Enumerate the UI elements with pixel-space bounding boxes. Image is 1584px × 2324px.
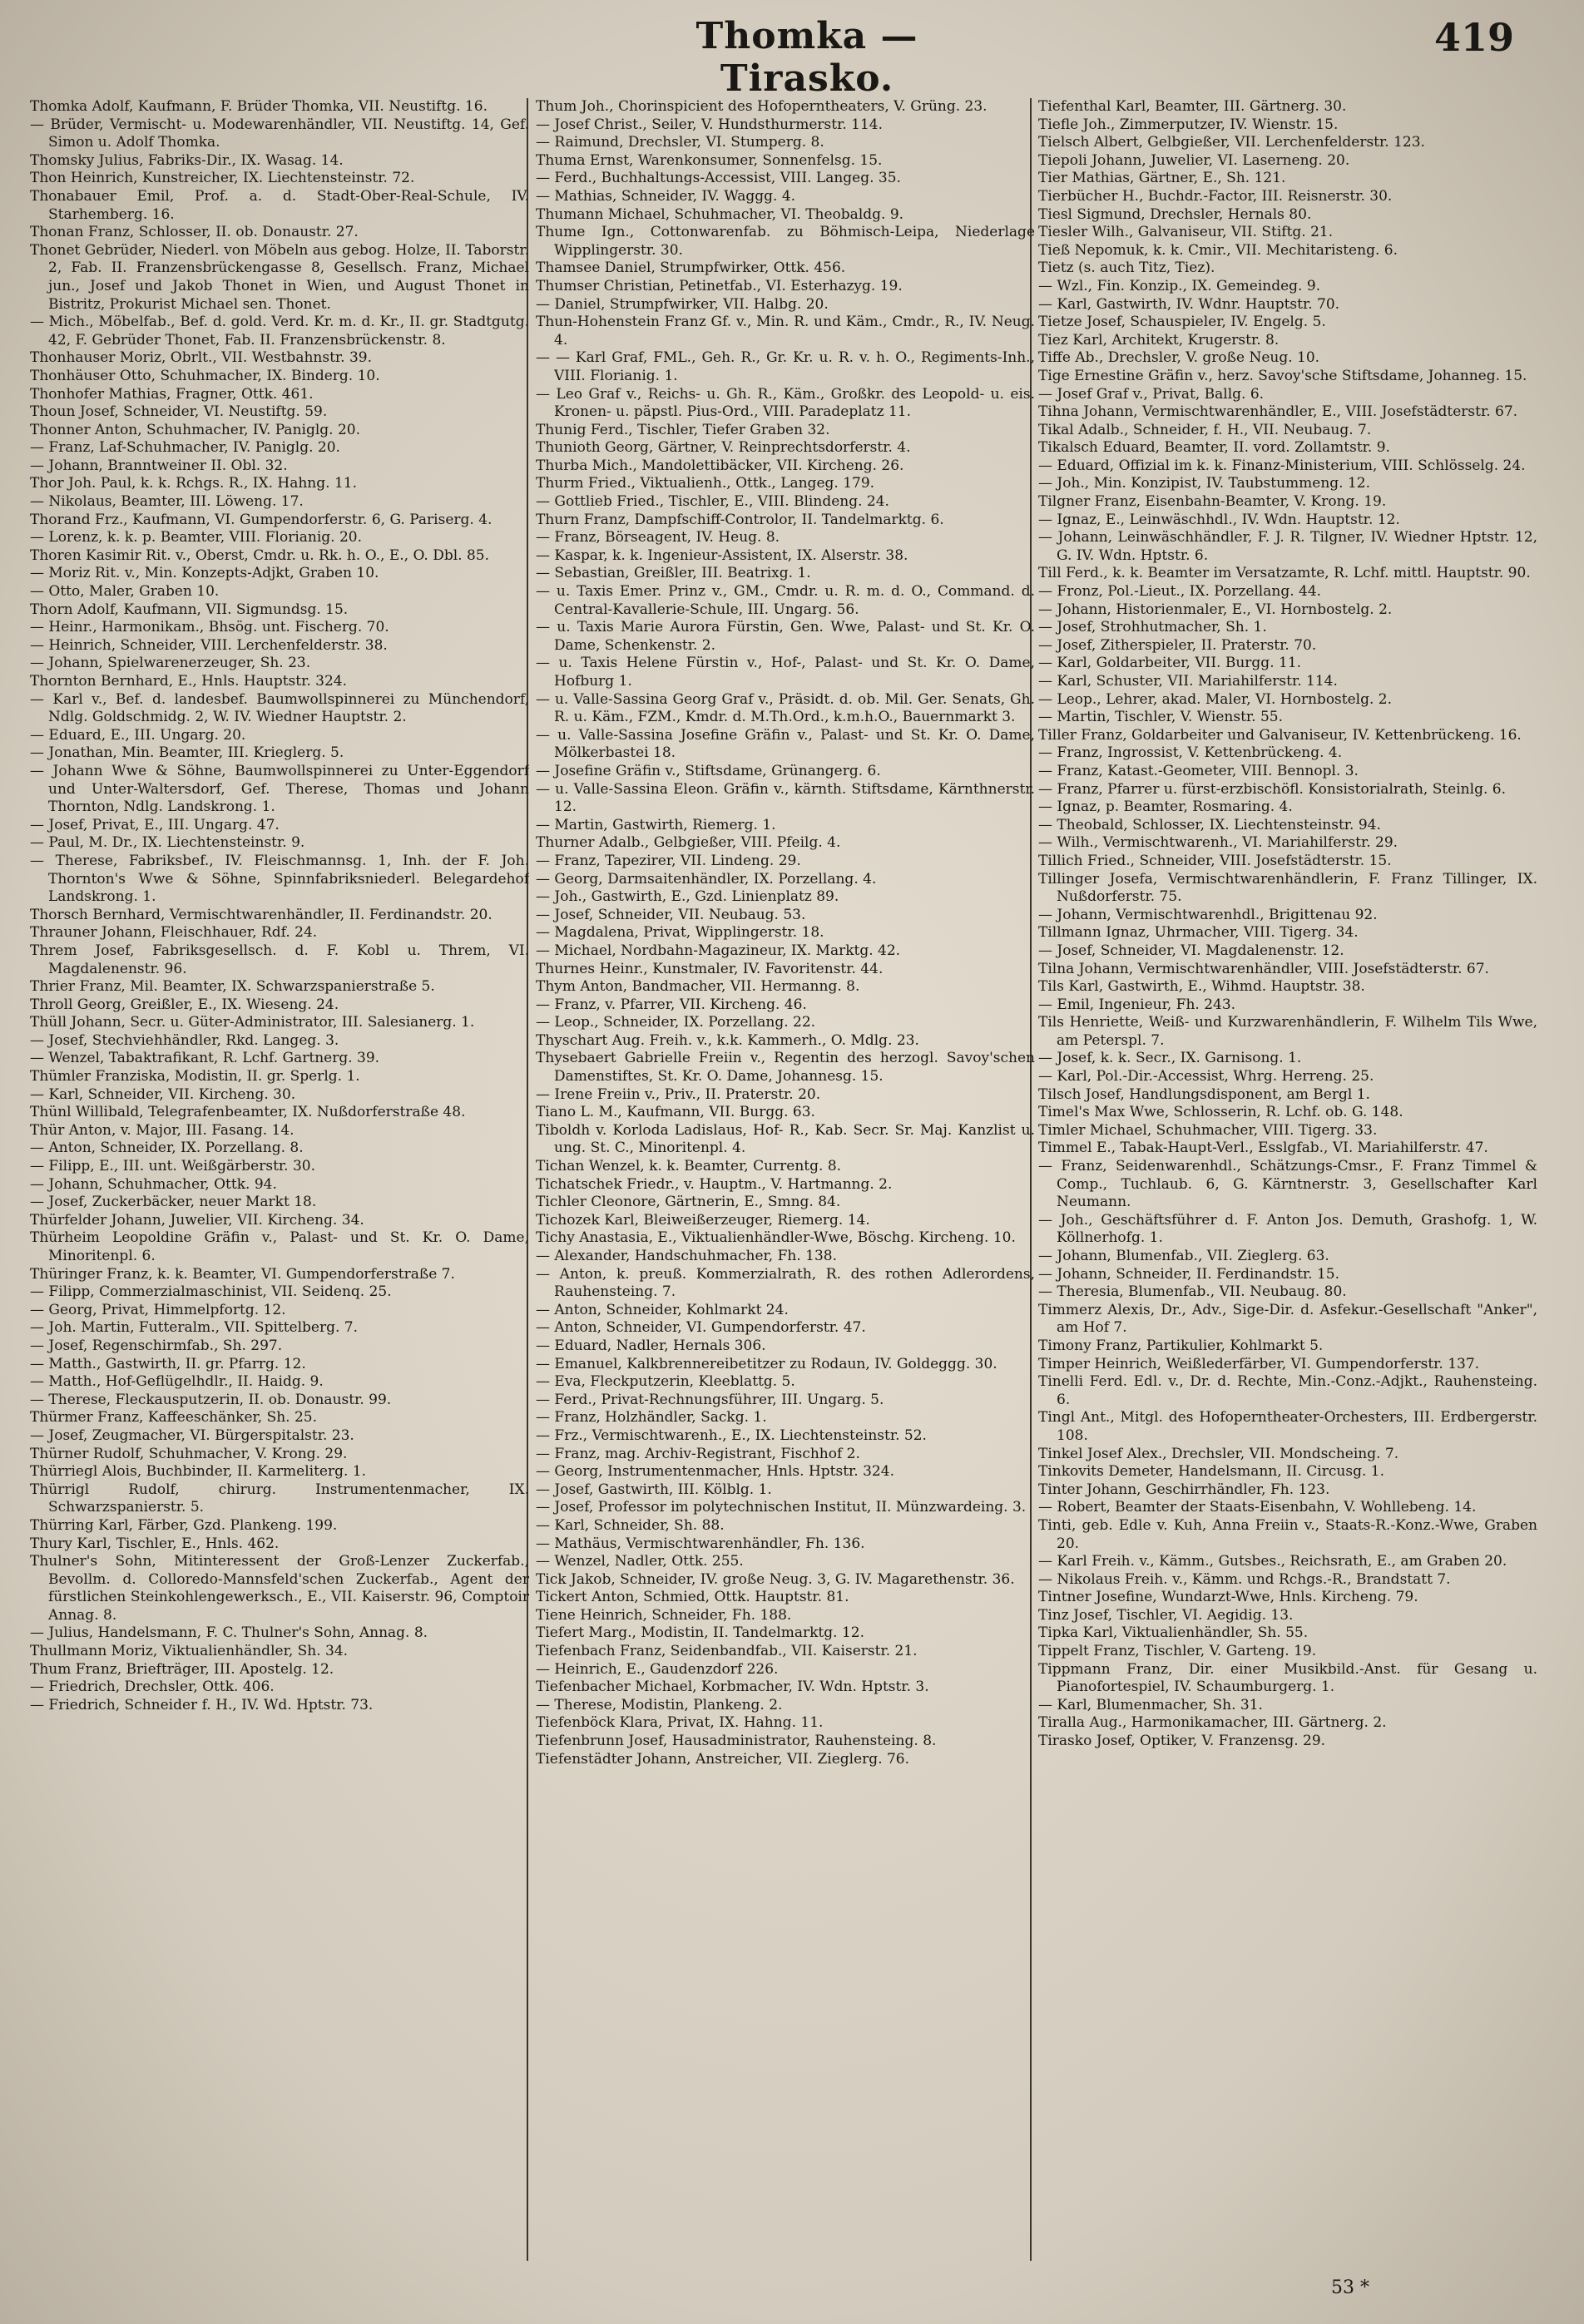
- directory-entry: Tiefenböck Klara, Privat, IX. Hahng. 11.: [536, 1714, 824, 1732]
- directory-entry: Thor Joh. Paul, k. k. Rchgs. R., IX. Hahng. 11.: [30, 475, 357, 492]
- directory-entry: — Fronz, Pol.-Lieut., IX. Porzellang. 44.: [1038, 583, 1322, 601]
- directory-entry: — Johann, Schneider, II. Ferdinandstr. 15.: [1038, 1265, 1339, 1283]
- directory-entry: — Franz, Laf-Schuhmacher, IV. Paniglg. 20.: [30, 439, 340, 457]
- directory-entry: — Leo Graf v., Reichs- u. Gh. R., Käm., Großkr. des Leopold- u. eis. Kronen- u. päpstl. Pius-Ord., VIII. Paradeplatz 11.: [536, 385, 1035, 421]
- directory-entry: — Wilh., Vermischtwarenh., VI. Mariahilferstr. 29.: [1038, 834, 1398, 852]
- directory-entry: Timper Heinrich, Weißlederfärber, VI. Gumpendorferstr. 137.: [1038, 1355, 1480, 1372]
- directory-entry: Tiefenbacher Michael, Korbmacher, IV. Wdn. Hptstr. 3.: [536, 1679, 929, 1696]
- directory-entry: — Anton, k. preuß. Kommerzialrath, R. des rothen Adlerordens, Rauhensteing. 7.: [536, 1265, 1035, 1301]
- directory-entry: — Nikolaus Freih. v., Kämm. und Rchgs.-R., Brandstatt 7.: [1038, 1570, 1451, 1588]
- directory-column-3: [1038, 98, 1537, 2261]
- directory-entry: — Karl, Pol.-Dir.-Accessist, Whrg. Herreng. 25.: [1038, 1068, 1374, 1085]
- directory-entry: Throll Georg, Greißler, E., IX. Wieseng. 24.: [30, 996, 339, 1013]
- directory-entry: Thomsky Julius, Fabriks-Dir., IX. Wasag. 14.: [30, 151, 344, 169]
- directory-entry: — Ferd., Privat-Rechnungsführer, III. Ungarg. 5.: [536, 1391, 884, 1408]
- directory-entry: Thrier Franz, Mil. Beamter, IX. Schwarzspanierstraße 5.: [30, 978, 435, 996]
- directory-entry: — Wzl., Fin. Konzip., IX. Gemeindeg. 9.: [1038, 277, 1321, 294]
- directory-entry: — Johann, Historienmaler, E., VI. Hornbostelg. 2.: [1038, 601, 1393, 618]
- directory-entry: — Nikolaus, Beamter, III. Löweng. 17.: [30, 493, 304, 511]
- directory-entry: Tiller Franz, Goldarbeiter und Galvaniseur, IV. Kettenbrückeng. 16.: [1038, 726, 1522, 744]
- directory-entry: — Heinrich, E., Gaudenzdorf 226.: [536, 1660, 779, 1678]
- directory-entry: Till Ferd., k. k. Beamter im Versatzamte, R. Lchf. mittl. Hauptstr. 90.: [1038, 565, 1531, 582]
- directory-entry: — Filipp, Commerzialmaschinist, VII. Seidenq. 25.: [30, 1283, 392, 1301]
- directory-entry: Thomka Adolf, Kaufmann, F. Brüder Thomka, VII. Neustiftg. 16.: [30, 98, 488, 115]
- directory-entry: — Franz, Katast.-Geometer, VIII. Bennopl. 3.: [1038, 762, 1359, 779]
- directory-entry: — Franz, Seidenwarenhdl., Schätzungs-Cmsr., F. Franz Timmel & Comp., Tuchlaub. 6, G. Kärntnerstr. 3, Gesellschafter Karl Neumann.: [1038, 1158, 1537, 1211]
- directory-entry: Tippelt Franz, Tischler, V. Garteng. 19.: [1038, 1643, 1317, 1660]
- page-header: [0, 15, 1584, 100]
- directory-entry: — Joh., Min. Konzipist, IV. Taubstummeng. 12.: [1038, 475, 1371, 492]
- directory-entry: — Friedrich, Drechsler, Ottk. 406.: [30, 1679, 275, 1696]
- directory-entry: Tikal Adalb., Schneider, f. H., VII. Neubaug. 7.: [1038, 421, 1372, 438]
- directory-entry: — Karl, Goldarbeiter, VII. Burgg. 11.: [1038, 655, 1302, 672]
- directory-entry: — Johann, Vermischtwarenhdl., Brigittenau 92.: [1038, 906, 1378, 923]
- directory-entry: — Franz, Pfarrer u. fürst-erzbischöfl. Konsistorialrath, Steinlg. 6.: [1038, 780, 1506, 798]
- directory-entry: Thyschart Aug. Freih. v., k.k. Kammerh., O. Mdlg. 23.: [536, 1031, 919, 1049]
- directory-entry: Thon Heinrich, Kunstreicher, IX. Liechtensteinstr. 72.: [30, 170, 415, 187]
- directory-entry: Tiralla Aug., Harmonikamacher, III. Gärtnerg. 2.: [1038, 1714, 1387, 1732]
- directory-entry: — Josef, Strohhutmacher, Sh. 1.: [1038, 619, 1267, 636]
- directory-entry: — Therese, Fleckausputzerin, II. ob. Donaustr. 99.: [30, 1391, 392, 1408]
- directory-entry: Tiefle Joh., Zimmerputzer, IV. Wienstr. 15.: [1038, 116, 1339, 133]
- directory-entry: — Ignaz, p. Beamter, Rosmaring. 4.: [1038, 799, 1293, 816]
- directory-entry: Tick Jakob, Schneider, IV. große Neug. 3, G. IV. Magarethenstr. 36.: [536, 1570, 1015, 1588]
- directory-entry: — Moriz Rit. v., Min. Konzepts-Adjkt, Graben 10.: [30, 565, 379, 582]
- directory-entry: — Johann, Leinwäschhändler, F. J. R. Tilgner, IV. Wiedner Hptstr. 12, G. IV. Wdn. Hptstr. 6.: [1038, 529, 1537, 564]
- directory-entry: — Leop., Schneider, IX. Porzellang. 22.: [536, 1014, 816, 1031]
- directory-entry: — Joh., Geschäftsführer d. F. Anton Jos. Demuth, Grashofg. 1, W. Köllnerhofg. 1.: [1038, 1211, 1537, 1247]
- directory-entry: Tickert Anton, Schmied, Ottk. Hauptstr. 81.: [536, 1589, 849, 1606]
- directory-entry: Tichler Cleonore, Gärtnerin, E., Smng. 84.: [536, 1194, 841, 1211]
- directory-entry: Tilsch Josef, Handlungsdisponent, am Bergl 1.: [1038, 1085, 1370, 1103]
- directory-entry: — Josef Graf v., Privat, Ballg. 6.: [1038, 385, 1265, 403]
- directory-entry: Thurnes Heinr., Kunstmaler, IV. Favoritenstr. 44.: [536, 960, 884, 977]
- directory-entry: — — Karl Graf, FML., Geh. R., Gr. Kr. u. R. v. h. O., Regiments-Inh., VIII. Florianig. 1.: [536, 349, 1035, 384]
- directory-entry: Tikalsch Eduard, Beamter, II. vord. Zollamtstr. 9.: [1038, 439, 1390, 457]
- directory-entry: Tige Ernestine Gräfin v., herz. Savoy'sche Stiftsdame, Johanneg. 15.: [1038, 367, 1527, 384]
- directory-entry: — Anton, Schneider, IX. Porzellang. 8.: [30, 1140, 304, 1157]
- directory-entry: Thürriegl Alois, Buchbinder, II. Karmeliterg. 1.: [30, 1463, 366, 1481]
- directory-entry: — Franz, v. Pfarrer, VII. Kircheng. 46.: [536, 996, 807, 1013]
- directory-entry: Tippmann Franz, Dir. einer Musikbild.-Anst. für Gesang u. Pianofortespiel, IV. Schaumburgerg. 1.: [1038, 1660, 1537, 1696]
- directory-entry: — Therese, Fabriksbef., IV. Fleischmannsg. 1, Inh. der F. Joh. Thornton's Wwe & Söhne, Spinnfabriksniederl. Belegardehof Landskrong. 1.: [30, 852, 529, 906]
- page-number: 419: [1433, 15, 1514, 60]
- directory-entry: Tintner Josefine, Wundarzt-Wwe, Hnls. Kircheng. 79.: [1038, 1589, 1418, 1606]
- directory-entry: Tiefenstädter Johann, Anstreicher, VII. Zieglerg. 76.: [536, 1750, 910, 1768]
- directory-entry: Timler Michael, Schuhmacher, VIII. Tigerg. 33.: [1038, 1121, 1378, 1139]
- directory-entry: Timmerz Alexis, Dr., Adv., Sige-Dir. d. Asfekur.-Gesellschaft "Anker", am Hof 7.: [1038, 1301, 1537, 1337]
- directory-entry: Tichy Anastasia, E., Viktualienhändler-Wwe, Böschg. Kircheng. 10.: [536, 1229, 1016, 1247]
- directory-entry: Thrauner Johann, Fleischhauer, Rdf. 24.: [30, 924, 318, 942]
- directory-entry: Thorn Adolf, Kaufmann, VII. Sigmundsg. 15.: [30, 601, 349, 618]
- directory-entry: Thonet Gebrüder, Niederl. von Möbeln aus gebog. Holze, II. Taborstr. 2, Fab. II. Franzensbrückengasse 8, Gesellsch. Franz, Michael jun., Josef und Jakob Thonet in Wien, und August Thonet in Bistritz, Prokurist Michael sen. Thonet.: [30, 241, 529, 313]
- directory-entry: Thürheim Leopoldine Gräfin v., Palast- und St. Kr. O. Dame, Minoritenpl. 6.: [30, 1229, 529, 1264]
- directory-entry: Tietze Josef, Schauspieler, IV. Engelg. 5.: [1038, 314, 1326, 331]
- directory-entry: Thym Anton, Bandmacher, VII. Hermanng. 8.: [536, 978, 860, 996]
- directory-entry: Thorand Frz., Kaufmann, VI. Gumpendorferstr. 6, G. Pariserg. 4.: [30, 511, 493, 528]
- directory-entry: — Eduard, Offizial im k. k. Finanz-Ministerium, VIII. Schlösselg. 24.: [1038, 457, 1526, 474]
- directory-entry: — Brüder, Vermischt- u. Modewarenhändler, VII. Neustiftg. 14, Gef. Simon u. Adolf Thomka.: [30, 116, 529, 151]
- directory-entry: Tiefenbach Franz, Seidenbandfab., VII. Kaiserstr. 21.: [536, 1643, 918, 1660]
- directory-entry: Timel's Max Wwe, Schlosserin, R. Lchf. ob. G. 148.: [1038, 1104, 1403, 1121]
- directory-entry: — Alexander, Handschuhmacher, Fh. 138.: [536, 1248, 837, 1264]
- directory-entry: — Mathäus, Vermischtwarenhändler, Fh. 136.: [536, 1535, 865, 1552]
- directory-entry: — u. Taxis Emer. Prinz v., GM., Cmdr. u. R. m. d. O., Command. d. Central-Kavallerie-Schule, III. Ungarg. 56.: [536, 583, 1035, 618]
- directory-entry: Tillinger Josefa, Vermischtwarenhändlerin, F. Franz Tillinger, IX. Nußdorferstr. 75.: [1038, 870, 1537, 906]
- directory-entry: Thonhauser Moriz, Obrlt., VII. Westbahnstr. 39.: [30, 349, 373, 367]
- printer-signature: 53 *: [1331, 2277, 1369, 2298]
- directory-entry: — Josef, Zitherspieler, II. Praterstr. 70.: [1038, 636, 1317, 654]
- directory-entry: — Josef, Gastwirth, III. Kölblg. 1.: [536, 1481, 772, 1498]
- directory-entry: — Martin, Gastwirth, Riemerg. 1.: [536, 816, 776, 833]
- directory-entry: — u. Valle-Sassina Josefine Gräfin v., Palast- und St. Kr. O. Dame, Mölkerbastei 18.: [536, 726, 1035, 762]
- directory-entry: — Karl, Schuster, VII. Mariahilferstr. 114.: [1038, 673, 1338, 690]
- directory-entry: — Raimund, Drechsler, VI. Stumperg. 8.: [536, 134, 824, 151]
- directory-entry: — Josef Christ., Seiler, V. Hundsthurmerstr. 114.: [536, 116, 884, 133]
- directory-entry: — Kaspar, k. k. Ingenieur-Assistent, IX. Alserstr. 38.: [536, 546, 908, 564]
- directory-entry: — Josefine Gräfin v., Stiftsdame, Grünangerg. 6.: [536, 762, 881, 779]
- directory-entry: — Karl, Blumenmacher, Sh. 31.: [1038, 1696, 1263, 1713]
- directory-entry: Tier Mathias, Gärtner, E., Sh. 121.: [1038, 170, 1286, 187]
- directory-column-1: [30, 98, 529, 2261]
- directory-entry: Thysebaert Gabrielle Freiin v., Regentin des herzogl. Savoy'schen Damenstiftes, St. Kr. O. Dame, Johannesg. 15.: [536, 1050, 1035, 1085]
- directory-entry: Thümler Franziska, Modistin, II. gr. Sperlg. 1.: [30, 1068, 360, 1085]
- directory-entry: Tiboldh v. Korloda Ladislaus, Hof- R., Kab. Secr. Sr. Maj. Kanzlist u. ung. St. C., Minoritenpl. 4.: [536, 1121, 1035, 1157]
- directory-entry: Thonhofer Mathias, Fragner, Ottk. 461.: [30, 385, 314, 403]
- directory-entry: — Filipp, E., III. unt. Weißgärberstr. 30.: [30, 1158, 316, 1175]
- directory-entry: Thüll Johann, Secr. u. Güter-Administrator, III. Salesianerg. 1.: [30, 1014, 475, 1031]
- directory-entry: — Franz, Holzhändler, Sackg. 1.: [536, 1409, 767, 1427]
- directory-entry: Tiano L. M., Kaufmann, VII. Burgg. 63.: [536, 1104, 815, 1121]
- directory-entry: Thürfelder Johann, Juwelier, VII. Kircheng. 34.: [30, 1211, 364, 1229]
- directory-entry: Tinter Johann, Geschirrhändler, Fh. 123.: [1038, 1481, 1330, 1498]
- directory-entry: — Karl, Schneider, Sh. 88.: [536, 1516, 725, 1534]
- directory-entry: — Friedrich, Schneider f. H., IV. Wd. Hptstr. 73.: [30, 1696, 374, 1713]
- directory-entry: — Martin, Tischler, V. Wienstr. 55.: [1038, 709, 1284, 726]
- directory-entry: Tielsch Albert, Gelbgießer, VII. Lerchenfelderstr. 123.: [1038, 134, 1425, 151]
- directory-entry: Tilna Johann, Vermischtwarenhändler, VIII. Josefstädterstr. 67.: [1038, 960, 1489, 977]
- directory-entry: — Johann, Branntweiner II. Obl. 32.: [30, 457, 288, 474]
- directory-entry: — Emil, Ingenieur, Fh. 243.: [1038, 996, 1236, 1013]
- directory-entry: — Josef, Zuckerbäcker, neuer Markt 18.: [30, 1194, 317, 1211]
- directory-entry: Thürrigl Rudolf, chirurg. Instrumentenmacher, IX. Schwarzspanierstr. 5.: [30, 1481, 529, 1516]
- directory-entry: Thulner's Sohn, Mitinteressent der Groß-Lenzer Zuckerfab., Bevollm. d. Colloredo-Mannsfeld'schen Zuckerfab., Agent der fürstlichen Steinkohlengewerksch., E., VII. Kaiserstr. 96, Comptoir Annag. 8.: [30, 1553, 529, 1624]
- directory-entry: — Heinrich, Schneider, VIII. Lerchenfelderstr. 38.: [30, 636, 388, 654]
- directory-entry: — Otto, Maler, Graben 10.: [30, 583, 220, 601]
- directory-entry: Tipka Karl, Viktualienhändler, Sh. 55.: [1038, 1624, 1309, 1642]
- directory-entry: Tinz Josef, Tischler, VI. Aegidig. 13.: [1038, 1606, 1294, 1624]
- directory-entry: — Leop., Lehrer, akad. Maler, VI. Hornbostelg. 2.: [1038, 690, 1393, 708]
- directory-entry: — Josef, Professor im polytechnischen Institut, II. Münzwardeing. 3.: [536, 1499, 1027, 1516]
- directory-entry: — Michael, Nordbahn-Magazineur, IX. Marktg. 42.: [536, 942, 901, 959]
- directory-entry: — Wenzel, Tabaktrafikant, R. Lchf. Gartnerg. 39.: [30, 1050, 380, 1067]
- directory-entry: — Mathias, Schneider, IV. Waggg. 4.: [536, 187, 796, 205]
- directory-entry: Thür Anton, v. Major, III. Fasang. 14.: [30, 1121, 295, 1139]
- directory-entry: — Theobald, Schlosser, IX. Liechtensteinstr. 94.: [1038, 816, 1381, 833]
- directory-entry: — Paul, M. Dr., IX. Liechtensteinstr. 9.: [30, 834, 305, 852]
- directory-entry: Thonan Franz, Schlosser, II. ob. Donaustr. 27.: [30, 224, 359, 241]
- directory-entry: Tiepoli Johann, Juwelier, VI. Laserneng. 20.: [1038, 151, 1350, 169]
- page-title: Thomka — Tirasko.: [695, 15, 918, 100]
- directory-entry: — Robert, Beamter der Staats-Eisenbahn, V. Wohllebeng. 14.: [1038, 1499, 1477, 1516]
- directory-entry: Tingl Ant., Mitgl. des Hofoperntheater-Orchesters, III. Erdbergerstr. 108.: [1038, 1409, 1537, 1444]
- directory-entry: Thamsee Daniel, Strumpfwirker, Ottk. 456.: [536, 260, 846, 277]
- directory-entry: — Joh. Martin, Futteralm., VII. Spittelberg. 7.: [30, 1319, 359, 1337]
- directory-entry: — Emanuel, Kalkbrennereibetitzer zu Rodaun, IV. Goldeggg. 30.: [536, 1355, 997, 1372]
- directory-entry: — Ignaz, E., Leinwäschhdl., IV. Wdn. Hauptstr. 12.: [1038, 511, 1400, 528]
- directory-entry: Thurn Franz, Dampfschiff-Controlor, II. Tandelmarktg. 6.: [536, 511, 944, 528]
- directory-entry: Thorsch Bernhard, Vermischtwarenhändler, II. Ferdinandstr. 20.: [30, 906, 493, 923]
- directory-entry: — Jonathan, Min. Beamter, III. Krieglerg. 5.: [30, 744, 344, 762]
- directory-entry: Tichatschek Friedr., v. Hauptm., V. Hartmanng. 2.: [536, 1175, 893, 1193]
- directory-entry: — Lorenz, k. k. p. Beamter, VIII. Florianig. 20.: [30, 529, 363, 546]
- directory-entry: Thum Franz, Briefträger, III. Apostelg. 12.: [30, 1660, 334, 1678]
- directory-entry: Thünl Willibald, Telegrafenbeamter, IX. Nußdorferstraße 48.: [30, 1104, 466, 1121]
- directory-entry: — Joh., Gastwirth, E., Gzd. Linienplatz 89.: [536, 888, 839, 906]
- directory-entry: Tinti, geb. Edle v. Kuh, Anna Freiin v., Staats-R.-Konz.-Wwe, Graben 20.: [1038, 1516, 1537, 1552]
- directory-entry: Tichozek Karl, Bleiweißerzeuger, Riemerg. 14.: [536, 1211, 870, 1229]
- directory-entry: — Gottlieb Fried., Tischler, E., VIII. Blindeng. 24.: [536, 493, 889, 511]
- directory-entry: — Karl, Gastwirth, IV. Wdnr. Hauptstr. 70.: [1038, 295, 1340, 313]
- directory-entry: Thoren Kasimir Rit. v., Oberst, Cmdr. u. Rk. h. O., E., O. Dbl. 85.: [30, 546, 490, 564]
- directory-entry: Tirasko Josef, Optiker, V. Franzensg. 29.: [1038, 1733, 1326, 1750]
- directory-entry: Tinkel Josef Alex., Drechsler, VII. Mondscheing. 7.: [1038, 1445, 1399, 1462]
- directory-entry: Timmel E., Tabak-Haupt-Verl., Esslgfab., VI. Mariahilferstr. 47.: [1038, 1140, 1488, 1157]
- directory-entry: Tinkovits Demeter, Handelsmann, II. Circusg. 1.: [1038, 1463, 1384, 1481]
- directory-entry: Tihna Johann, Vermischtwarenhändler, E., VIII. Josefstädterstr. 67.: [1038, 403, 1518, 421]
- directory-entry: — Josef, Zeugmacher, VI. Bürgerspitalstr. 23.: [30, 1427, 354, 1444]
- directory-entry: Tieß Nepomuk, k. k. Cmir., VII. Mechitaristeng. 6.: [1038, 241, 1398, 259]
- directory-entry: Thonner Anton, Schuhmacher, IV. Paniglg. 20.: [30, 421, 360, 438]
- directory-entry: Tietz (s. auch Titz, Tiez).: [1038, 260, 1215, 277]
- directory-entry: Tils Henriette, Weiß- und Kurzwarenhändlerin, F. Wilhelm Tils Wwe, am Peterspl. 7.: [1038, 1014, 1537, 1049]
- directory-entry: Thunioth Georg, Gärtner, V. Reinprechtsdorferstr. 4.: [536, 439, 911, 457]
- directory-entry: — Matth., Gastwirth, II. gr. Pfarrg. 12.: [30, 1355, 306, 1372]
- directory-entry: Tinelli Ferd. Edl. v., Dr. d. Rechte, Min.-Conz.-Adjkt., Rauhensteing. 6.: [1038, 1373, 1537, 1408]
- directory-entry: Tierbücher H., Buchdr.-Factor, III. Reisnerstr. 30.: [1038, 187, 1393, 205]
- directory-entry: — Josef, Schneider, VII. Neubaug. 53.: [536, 906, 806, 923]
- directory-entry: — Johann, Spielwarenerzeuger, Sh. 23.: [30, 655, 311, 672]
- directory-entry: Tiefenthal Karl, Beamter, III. Gärtnerg. 30.: [1038, 98, 1347, 115]
- directory-entry: Thurba Mich., Mandolettibäcker, VII. Kircheng. 26.: [536, 457, 904, 474]
- directory-entry: Thume Ign., Cottonwarenfab. zu Böhmisch-Leipa, Niederlage Wipplingerstr. 30.: [536, 224, 1035, 259]
- directory-entry: Thuma Ernst, Warenkonsumer, Sonnenfelsg. 15.: [536, 151, 883, 169]
- directory-entry: — Franz, Börseagent, IV. Heug. 8.: [536, 529, 780, 546]
- directory-entry: — Josef, Stechviehhändler, Rkd. Langeg. 3.: [30, 1031, 339, 1049]
- directory-entry: — u. Taxis Marie Aurora Fürstin, Gen. Wwe, Palast- und St. Kr. O. Dame, Schenkenstr. 2.: [536, 619, 1035, 654]
- directory-entry: — Johann, Blumenfab., VII. Zieglerg. 63.: [1038, 1248, 1329, 1264]
- directory-entry: — Wenzel, Nadler, Ottk. 255.: [536, 1553, 744, 1570]
- directory-entry: — Mich., Möbelfab., Bef. d. gold. Verd. Kr. m. d. Kr., II. gr. Stadtgutg. 42, F. Gebrüder Thonet, Fab. II. Franzensbrückenstr. 8.: [30, 314, 529, 349]
- directory-entry: Tiffe Ab., Drechsler, V. große Neug. 10.: [1038, 349, 1320, 367]
- directory-entry: Thumser Christian, Petinetfab., VI. Esterhazyg. 19.: [536, 277, 903, 294]
- directory-entry: — Eduard, Nadler, Hernals 306.: [536, 1337, 766, 1354]
- directory-entry: Thunig Ferd., Tischler, Tiefer Graben 32.: [536, 421, 830, 438]
- directory-entry: — Josef, Privat, E., III. Ungarg. 47.: [30, 816, 280, 833]
- directory-entry: — Josef, k. k. Secr., IX. Garnisong. 1.: [1038, 1050, 1302, 1067]
- directory-entry: — Therese, Modistin, Plankeng. 2.: [536, 1696, 783, 1713]
- directory-entry: — u. Taxis Helene Fürstin v., Hof-, Palast- und St. Kr. O. Dame, Hofburg 1.: [536, 655, 1035, 690]
- directory-entry: — Magdalena, Privat, Wipplingerstr. 18.: [536, 924, 824, 942]
- directory-entry: — Theresia, Blumenfab., VII. Neubaug. 80.: [1038, 1283, 1347, 1301]
- directory-entry: — Daniel, Strumpfwirker, VII. Halbg. 20.: [536, 295, 829, 313]
- directory-entry: — Josef, Schneider, VI. Magdalenenstr. 12.: [1038, 942, 1344, 959]
- directory-entry: — Franz, Tapezirer, VII. Lindeng. 29.: [536, 852, 801, 869]
- directory-entry: Tiefert Marg., Modistin, II. Tandelmarktg. 12.: [536, 1624, 864, 1642]
- directory-entry: Thüringer Franz, k. k. Beamter, VI. Gumpendorferstraße 7.: [30, 1265, 455, 1283]
- directory-entry: Tiefenbrunn Josef, Hausadministrator, Rauhensteing. 8.: [536, 1733, 937, 1750]
- directory-entry: Thum Joh., Chorinspicient des Hofoperntheaters, V. Grüng. 23.: [536, 98, 988, 115]
- directory-entry: — Josef, Regenschirmfab., Sh. 297.: [30, 1337, 283, 1354]
- directory-entry: — Ferd., Buchhaltungs-Accessist, VIII. Langeg. 35.: [536, 170, 901, 187]
- directory-entry: — u. Valle-Sassina Georg Graf v., Präsidt. d. ob. Mil. Ger. Senats, Gh. R. u. Käm., FZM., Kmdr. d. M.Th.Ord., k.m.h.O., Bauernmarkt 3.: [536, 690, 1035, 726]
- directory-entry: — Julius, Handelsmann, F. C. Thulner's Sohn, Annag. 8.: [30, 1624, 428, 1642]
- directory-entry: Tiene Heinrich, Schneider, Fh. 188.: [536, 1606, 792, 1624]
- directory-entry: — u. Valle-Sassina Eleon. Gräfin v., kärnth. Stiftsdame, Kärnthnerstr. 12.: [536, 780, 1035, 816]
- directory-entry: — Georg, Darmsaitenhändler, IX. Porzellang. 4.: [536, 870, 877, 888]
- directory-entry: — Georg, Privat, Himmelpfortg. 12.: [30, 1301, 286, 1318]
- directory-entry: — Karl v., Bef. d. landesbef. Baumwollspinnerei zu Münchendorf, Ndlg. Goldschmidg. 2, W. IV. Wiedner Hauptstr. 2.: [30, 690, 529, 726]
- directory-entry: Thürmer Franz, Kaffeeschänker, Sh. 25.: [30, 1409, 318, 1427]
- directory-entry: — Frz., Vermischtwarenh., E., IX. Liechtensteinstr. 52.: [536, 1427, 927, 1444]
- directory-entry: Timony Franz, Partikulier, Kohlmarkt 5.: [1038, 1337, 1324, 1354]
- directory-entry: Thürring Karl, Färber, Gzd. Plankeng. 199.: [30, 1516, 338, 1534]
- directory-entry: — Eva, Fleckputzerin, Kleeblattg. 5.: [536, 1373, 795, 1391]
- directory-entry: — Heinr., Harmonikam., Bhsög. unt. Fischerg. 70.: [30, 619, 389, 636]
- directory-entry: — Matth., Hof-Geflügelhdlr., II. Haidg. 9.: [30, 1373, 324, 1391]
- directory-entry: — Johann, Schuhmacher, Ottk. 94.: [30, 1175, 277, 1193]
- directory-entry: Thürner Rudolf, Schuhmacher, V. Krong. 29.: [30, 1445, 348, 1462]
- directory-entry: — Karl Freih. v., Kämm., Gutsbes., Reichsrath, E., am Graben 20.: [1038, 1553, 1507, 1570]
- directory-entry: Thornton Bernhard, E., Hnls. Hauptstr. 324.: [30, 673, 348, 690]
- directory-entry: Tils Karl, Gastwirth, E., Wihmd. Hauptstr. 38.: [1038, 978, 1365, 996]
- directory-entry: Thurm Fried., Viktualienh., Ottk., Langeg. 179.: [536, 475, 875, 492]
- directory-entry: Tiez Karl, Architekt, Krugerstr. 8.: [1038, 331, 1280, 349]
- directory-entry: Tichan Wenzel, k. k. Beamter, Currentg. 8.: [536, 1158, 842, 1175]
- directory-entry: — Karl, Schneider, VII. Kircheng. 30.: [30, 1085, 296, 1103]
- directory-entry: Thonabauer Emil, Prof. a. d. Stadt-Ober-Real-Schule, IV. Starhemberg. 16.: [30, 187, 529, 223]
- directory-entry: Thoun Josef, Schneider, VI. Neustiftg. 59.: [30, 403, 328, 421]
- directory-entry: Thonhäuser Otto, Schuhmacher, IX. Binderg. 10.: [30, 367, 380, 384]
- directory-entry: — Franz, mag. Archiv-Registrant, Fischhof 2.: [536, 1445, 860, 1462]
- directory-entry: — Franz, Ingrossist, V. Kettenbrückeng. 4.: [1038, 744, 1343, 762]
- directory-entry: Thumann Michael, Schuhmacher, VI. Theobaldg. 9.: [536, 205, 904, 223]
- directory-entry: Tiesler Wilh., Galvaniseur, VII. Stiftg. 21.: [1038, 224, 1334, 241]
- directory-entry: Thullmann Moriz, Viktualienhändler, Sh. 34.: [30, 1643, 349, 1660]
- directory-entry: Thun-Hohenstein Franz Gf. v., Min. R. und Käm., Cmdr., R., IV. Neug. 4.: [536, 314, 1035, 349]
- directory-entry: — Eduard, E., III. Ungarg. 20.: [30, 726, 246, 744]
- directory-entry: Tiesl Sigmund, Drechsler, Hernals 80.: [1038, 205, 1312, 223]
- directory-entry: — Irene Freiin v., Priv., II. Praterstr. 20.: [536, 1085, 821, 1103]
- directory-entry: Tillich Fried., Schneider, VIII. Josefstädterstr. 15.: [1038, 852, 1392, 869]
- directory-entry: Tilgner Franz, Eisenbahn-Beamter, V. Krong. 19.: [1038, 493, 1387, 511]
- directory-column-2: [536, 98, 1035, 2261]
- directory-entry: — Sebastian, Greißler, III. Beatrixg. 1.: [536, 565, 811, 582]
- directory-entry: — Georg, Instrumentenmacher, Hnls. Hptstr. 324.: [536, 1463, 894, 1481]
- directory-entry: Threm Josef, Fabriksgesellsch. d. F. Kobl u. Threm, VI. Magdalenenstr. 96.: [30, 942, 529, 977]
- directory-entry: — Johann Wwe & Söhne, Baumwollspinnerei zu Unter-Eggendorf und Unter-Waltersdorf, Gef. Therese, Thomas und Johann Thornton, Ndlg. Landskrong. 1.: [30, 762, 529, 816]
- directory-entry: Tillmann Ignaz, Uhrmacher, VIII. Tigerg. 34.: [1038, 924, 1359, 942]
- directory-entry: Thury Karl, Tischler, E., Hnls. 462.: [30, 1535, 280, 1552]
- directory-entry: — Anton, Schneider, Kohlmarkt 24.: [536, 1301, 789, 1318]
- directory-entry: Thurner Adalb., Gelbgießer, VIII. Pfeilg. 4.: [536, 834, 841, 852]
- directory-entry: — Anton, Schneider, VI. Gumpendorferstr. 47.: [536, 1319, 866, 1337]
